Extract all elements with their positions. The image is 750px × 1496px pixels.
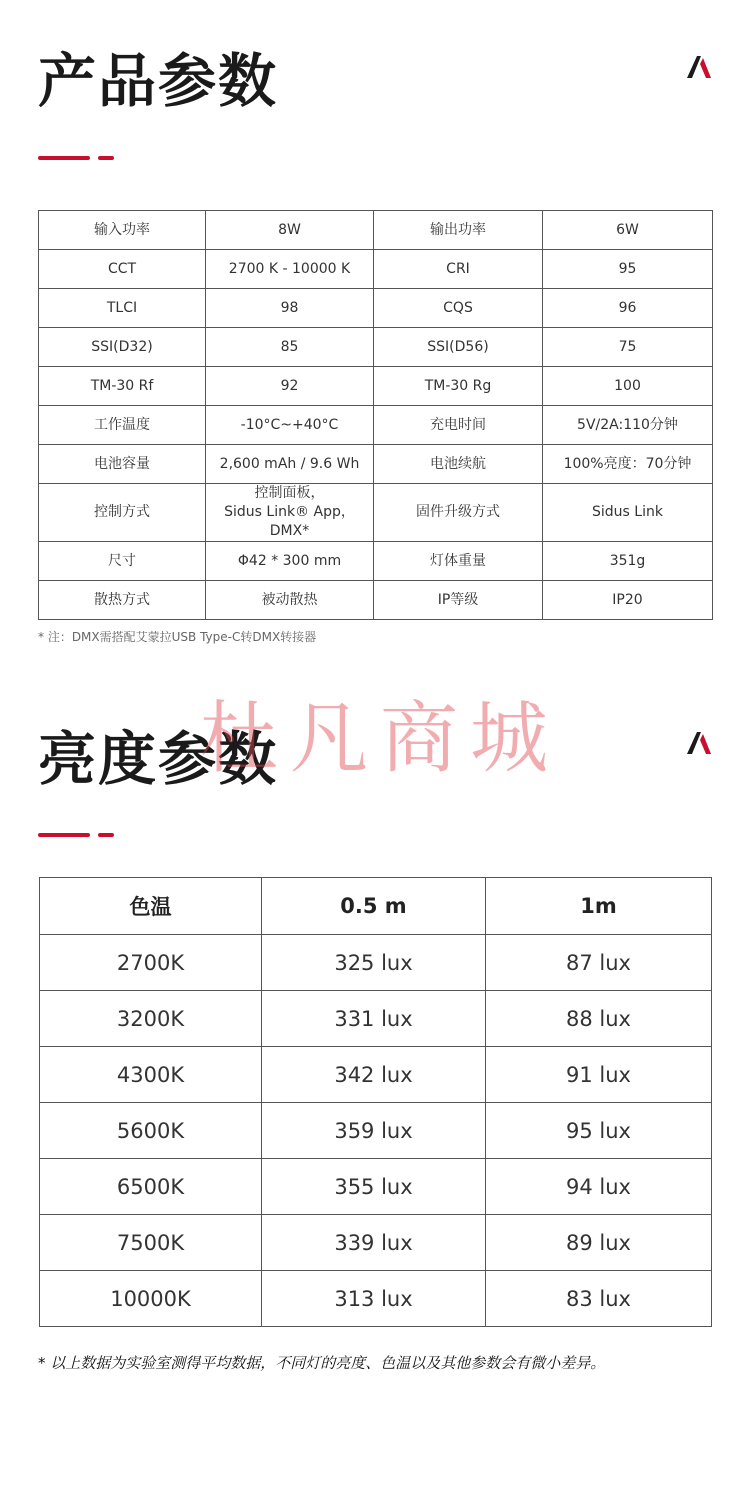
spec-value: 8W [206,211,374,250]
brightness-table [39,877,712,1327]
color-temp-cell: 7500K [40,1215,262,1271]
lux-cell: 95 lux [486,1103,712,1159]
table-row [39,484,713,542]
column-header-one-meter: 1m [486,878,712,935]
spec-label: 电池容量 [39,445,206,484]
watermark-text: 杜凡商城 [200,694,561,784]
spec-value: 2,600 mAh / 9.6 Wh [206,445,374,484]
lux-cell: 359 lux [262,1103,486,1159]
lux-cell: 355 lux [262,1159,486,1215]
spec-value: 85 [206,328,374,367]
table-row [39,406,713,445]
color-temp-cell: 4300K [40,1047,262,1103]
lux-cell: 94 lux [486,1159,712,1215]
spec-label: TLCI [39,289,206,328]
spec-value: Sidus Link [543,484,713,542]
table-row [40,1215,712,1271]
column-header-half-meter: 0.5 m [262,878,486,935]
control-line-2: Sidus Link® App，DMX* [224,504,355,539]
spec-value: 75 [543,328,713,367]
spec-value: 92 [206,367,374,406]
spec-label: 电池续航 [374,445,543,484]
spec-label: 尺寸 [39,542,206,581]
brand-logo-icon [686,54,712,80]
lux-cell: 339 lux [262,1215,486,1271]
table-row [40,991,712,1047]
spec-value: IP20 [543,581,713,620]
table-row [39,581,713,620]
spec-label: CCT [39,250,206,289]
lux-cell: 313 lux [262,1271,486,1327]
spec-label: 散热方式 [39,581,206,620]
lux-cell: 91 lux [486,1047,712,1103]
color-temp-cell: 3200K [40,991,262,1047]
lux-cell: 83 lux [486,1271,712,1327]
column-header-color-temp: 色温 [40,878,262,935]
lux-cell: 331 lux [262,991,486,1047]
brand-logo-icon [686,730,712,756]
spec-value: 351g [543,542,713,581]
spec-label: 工作温度 [39,406,206,445]
table-row [39,250,713,289]
color-temp-cell: 2700K [40,935,262,991]
spec-label: 充电时间 [374,406,543,445]
spec-value: 6W [543,211,713,250]
table-row [39,211,713,250]
spec-value-control [206,484,374,542]
spec-value: 5V/2A:110分钟 [543,406,713,445]
color-temp-cell: 10000K [40,1271,262,1327]
table-row [39,445,713,484]
lux-cell: 325 lux [262,935,486,991]
spec-label: 输入功率 [39,211,206,250]
table-row [39,367,713,406]
table-row [39,542,713,581]
section-title-product-params: 产品参数 [38,47,279,115]
lux-cell: 89 lux [486,1215,712,1271]
spec-label: SSI(D32) [39,328,206,367]
spec-label: 灯体重量 [374,542,543,581]
lux-cell: 88 lux [486,991,712,1047]
table-row [39,328,713,367]
spec-label: 输出功率 [374,211,543,250]
table-row [40,935,712,991]
spec-value: 95 [543,250,713,289]
spec-value: 100 [543,367,713,406]
table-row [40,1103,712,1159]
table-row [40,1159,712,1215]
lux-cell: 342 lux [262,1047,486,1103]
spec-value: 98 [206,289,374,328]
spec-label: TM-30 Rg [374,367,543,406]
section-title-brightness-params: 亮度参数 [38,725,279,793]
spec-value: -10°C~+40°C [206,406,374,445]
spec-label: CRI [374,250,543,289]
spec-value: 100%亮度：70分钟 [543,445,713,484]
table-row [40,1047,712,1103]
spec-value: Φ42 * 300 mm [206,542,374,581]
spec-table [38,210,713,620]
spec-label: 控制方式 [39,484,206,542]
table-row [39,289,713,328]
lux-cell: 87 lux [486,935,712,991]
spec-label: CQS [374,289,543,328]
spec-label: SSI(D56) [374,328,543,367]
table-row [40,1271,712,1327]
color-temp-cell: 5600K [40,1103,262,1159]
table-header-row [40,878,712,935]
spec-value: 96 [543,289,713,328]
spec-label: IP等级 [374,581,543,620]
spec-value: 被动散热 [206,581,374,620]
spec-value: 2700 K - 10000 K [206,250,374,289]
spec-label: 固件升级方式 [374,484,543,542]
spec-note: * 注：DMX需搭配艾蒙拉USB Type-C转DMX转接器 [38,630,317,644]
color-temp-cell: 6500K [40,1159,262,1215]
control-line-1: 控制面板， [254,485,325,501]
spec-label: TM-30 Rf [39,367,206,406]
brightness-footnote: * 以上数据为实验室测得平均数据，不同灯的亮度、色温以及其他参数会有微小差异。 [38,1354,606,1372]
